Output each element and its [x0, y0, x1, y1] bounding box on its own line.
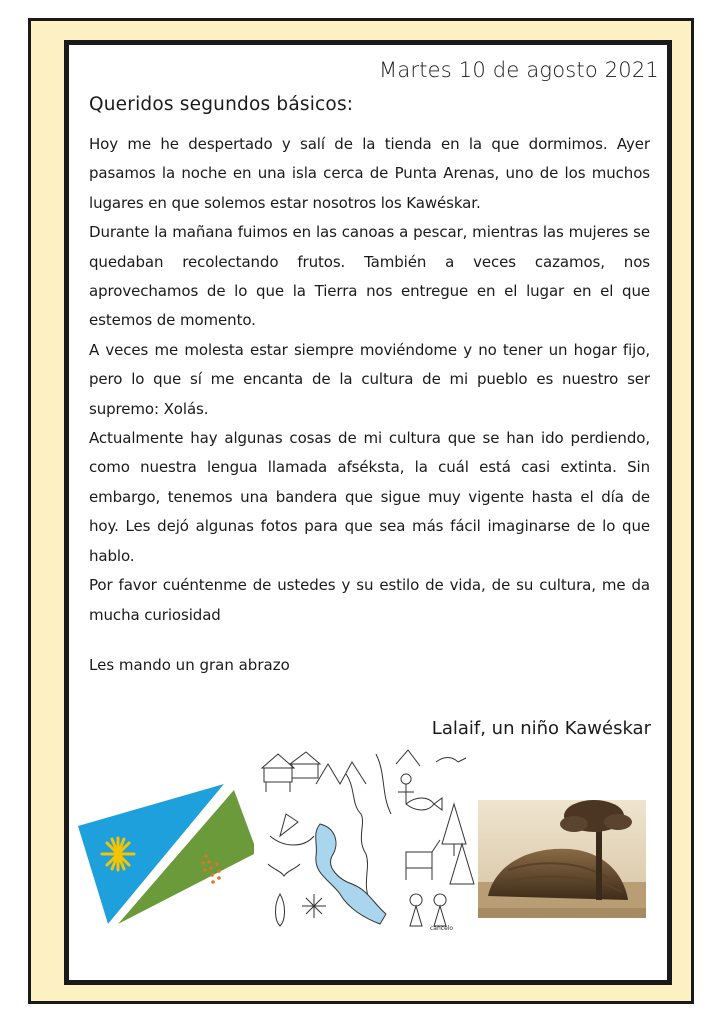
flag-sun-icon: [102, 838, 134, 870]
paragraph: Durante la mañana fuimos en las canoas a pescar, mientras las mujeres se quedaban recolectando frutos. También a veces cazamos, nos aprovechamos de lo que la Tierra nos entregue en el lugar en el que estemos de momento.: [89, 223, 650, 330]
letter-greeting: Queridos segundos básicos:: [89, 94, 354, 115]
kaweskar-map-illustration: [256, 744, 476, 934]
map-caption: cancelo: [430, 925, 454, 932]
paragraph: Por favor cuéntenme de ustedes y su estilo de vida, de su cultura, me da mucha curiosidad: [89, 576, 650, 624]
paragraph: Actualmente hay algunas cosas de mi cultura que se han ido perdiendo, como nuestra lengua llamada afséksta, la cuál está casi extinta. Sin embargo, tenemos una bandera que sigue muy vigente hasta el día de hoy. Les dejó algunas fotos para que sea más fácil imaginarse de lo que hablo.: [89, 429, 650, 565]
kaweskar-flag-image: [78, 784, 254, 924]
letter-date: Martes 10 de agosto 2021: [379, 58, 659, 82]
letter-closing: Les mando un gran abrazo: [89, 656, 290, 674]
paragraph: Hoy me he despertado y salí de la tienda en la que dormimos. Ayer pasamos la noche en una isla cerca de Punta Arenas, uno de los muchos lugares en que solemos estar nosotros los Kawéskar.: [89, 135, 650, 212]
hut-photo: [478, 800, 646, 918]
letter-body: [89, 130, 650, 630]
letter-signature: Lalaif, un niño Kawéskar: [431, 718, 651, 739]
paragraph: A veces me molesta estar siempre moviéndome y no tener un hogar fijo, pero lo que sí me encanta de la cultura de mi pueblo es nuestro ser supremo: Xolás.: [89, 340, 650, 418]
